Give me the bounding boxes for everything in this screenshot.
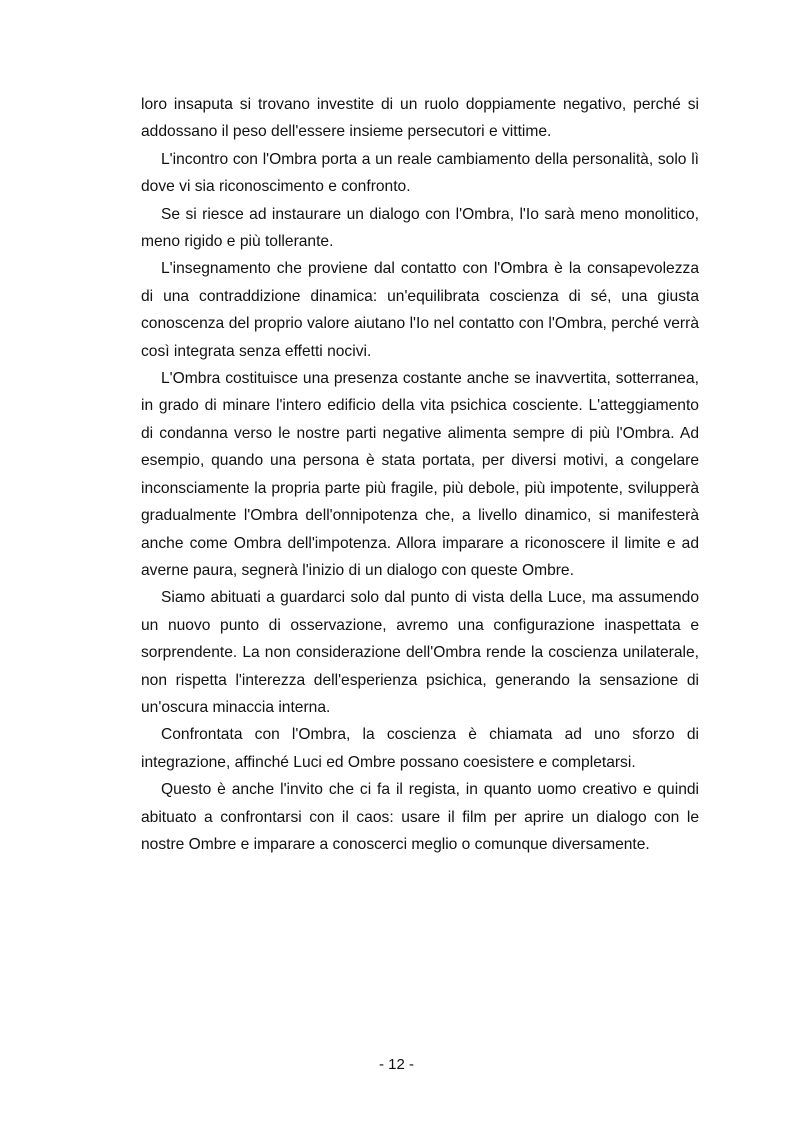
page-number: - 12 -	[378, 1056, 414, 1073]
paragraph: Se si riesce ad instaurare un dialogo con l'Ombra, l'Io sarà meno monolitico, meno rigido e più tollerante.	[141, 205, 699, 251]
paragraph-continued: loro insaputa si trovano investite di un ruolo doppiamente negativo, perché si addossano il peso dell'essere insieme persecutori e vittime.	[141, 96, 699, 141]
paragraph: Confrontata con l'Ombra, la coscienza è chiamata ad uno sforzo di integrazione, affinché Luci ed Ombre possano coesistere e completarsi.	[141, 726, 699, 771]
body-text	[141, 91, 699, 858]
paragraph: L'insegnamento che proviene dal contatto con l'Ombra è la consapevolezza di una contraddizione dinamica: un'equilibrata coscienza di sé, una giusta conoscenza del proprio valore aiutano l'Io nel contatto con l'Ombra, perché verrà così integrata senza effetti nocivi.	[141, 260, 699, 360]
paragraph: L'incontro con l'Ombra porta a un reale cambiamento della personalità, solo lì dove vi sia riconoscimento e confronto.	[141, 150, 699, 196]
paragraph: L'Ombra costituisce una presenza costante anche se inavvertita, sotterranea, in grado di minare l'intero edificio della vita psichica cosciente. L'atteggiamento di condanna verso le nostre parti negative alimenta sempre di più l'Ombra. Ad esempio, quando una persona è stata portata, per diversi motivi, a congelare inconsciamente la propria parte più fragile, più debole, più impotente, svilupperà gradualmente l'Ombra dell'onnipotenza che, a livello dinamico, si manifesterà anche come Ombra dell'impotenza. Allora imparare a riconoscere il limite e ad averne paura, segnerà l'inizio di un dialogo con queste Ombre.	[141, 370, 699, 579]
paragraph: Questo è anche l'invito che ci fa il regista, in quanto uomo creativo e quindi abituato a confrontarsi con il caos: usare il film per aprire un dialogo con le nostre Ombre e imparare a conoscerci meglio o comunque diversamente.	[141, 781, 699, 853]
paragraph: Siamo abituati a guardarci solo dal punto di vista della Luce, ma assumendo un nuovo punto di osservazione, avremo una configurazione inaspettata e sorprendente. La non considerazione dell'Ombra rende la coscienza unilaterale, non rispetta l'interezza dell'esperienza psichica, generando la sensazione di un'oscura minaccia interna.	[141, 589, 699, 716]
